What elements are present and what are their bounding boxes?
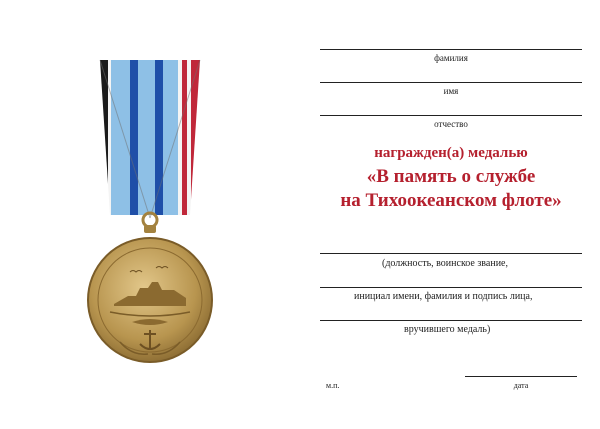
presenter-caption: вручившего медаль)	[404, 324, 491, 335]
medal-title-line1: «В память о службе	[366, 166, 536, 187]
medal-title-line2: на Тихоокеанском флоте»	[340, 190, 562, 211]
suspension-ring	[143, 213, 157, 233]
awarded-heading: награжден(а) медалью	[374, 145, 528, 161]
ribbon	[100, 60, 200, 218]
medal-image	[70, 50, 230, 380]
initials-caption: инициал имени, фамилия и подпись лица,	[354, 291, 533, 302]
surname-line[interactable]	[320, 49, 582, 50]
name-line[interactable]	[320, 82, 582, 83]
signature-line[interactable]	[320, 287, 582, 288]
position-line[interactable]	[320, 253, 582, 254]
medal-disc	[88, 238, 212, 362]
patronymic-caption: отчество	[434, 119, 468, 129]
date-caption: дата	[513, 381, 529, 390]
position-caption: (должность, воинское звание,	[382, 258, 508, 269]
surname-caption: фамилия	[434, 53, 468, 63]
stamp-caption: м.п.	[326, 381, 340, 390]
date-line[interactable]	[465, 376, 577, 377]
medal-illustration	[70, 50, 230, 380]
patronymic-line[interactable]	[320, 115, 582, 116]
certificate-form	[320, 0, 582, 429]
name-caption: имя	[443, 86, 459, 96]
presenter-line[interactable]	[320, 320, 582, 321]
